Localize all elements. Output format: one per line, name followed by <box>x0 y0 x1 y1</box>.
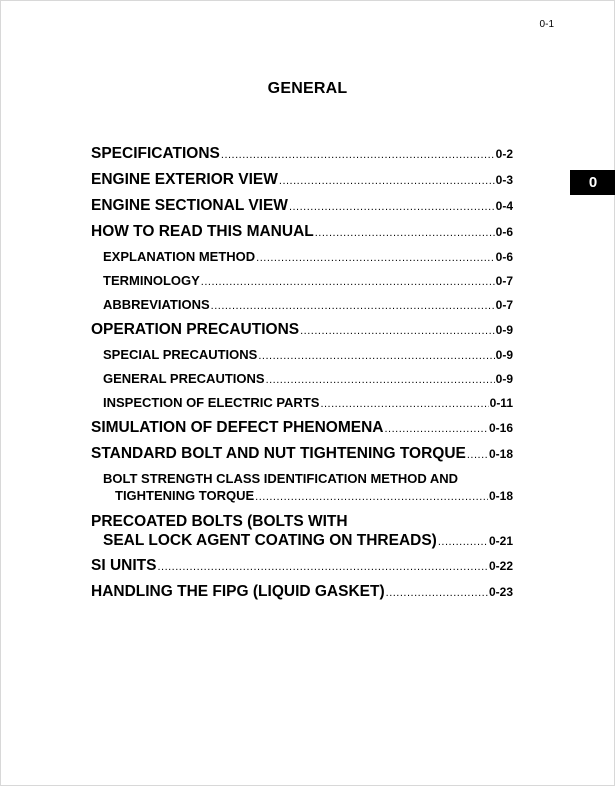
toc-entry-title: SEAL LOCK AGENT COATING ON THREADS) <box>103 532 437 549</box>
dot-leader <box>255 491 488 503</box>
page-title: GENERAL <box>267 80 348 97</box>
toc-entry-title: GENERAL PRECAUTIONS <box>103 371 265 386</box>
toc-entry-title: ABBREVIATIONS <box>103 297 210 312</box>
toc-entry-title: SI UNITS <box>91 557 157 574</box>
toc-entry-inspection-electric-parts[interactable] <box>91 395 513 410</box>
toc-entry-page: 0-6 <box>495 250 513 264</box>
toc-entry-page: 0-22 <box>488 559 513 573</box>
toc-entry-bolt-strength[interactable] <box>91 488 513 503</box>
toc-entry-terminology[interactable] <box>91 273 513 288</box>
toc-entry-operation-precautions[interactable] <box>91 321 513 339</box>
dot-leader <box>315 227 495 239</box>
dot-leader <box>320 398 488 410</box>
toc-entry-page: 0-18 <box>488 489 513 503</box>
toc-entry-page: 0-2 <box>495 147 513 161</box>
dot-leader <box>256 252 495 264</box>
toc-entry-page: 0-6 <box>495 225 513 239</box>
toc-entry-title: SPECIFICATIONS <box>91 145 220 162</box>
toc-entry-title: SPECIAL PRECAUTIONS <box>103 347 258 362</box>
dot-leader <box>385 423 488 435</box>
toc-entry-abbreviations[interactable] <box>91 297 513 312</box>
toc-entry-title: TERMINOLOGY <box>103 273 200 288</box>
toc-entry-title: STANDARD BOLT AND NUT TIGHTENING TORQUE <box>91 445 466 462</box>
toc-entry-precoated-bolts[interactable] <box>91 532 513 550</box>
dot-leader <box>266 374 495 386</box>
toc-entry-title: HOW TO READ THIS MANUAL <box>91 223 314 240</box>
toc-entry-title: SIMULATION OF DEFECT PHENOMENA <box>91 419 384 436</box>
dot-leader <box>157 561 488 573</box>
toc-entry-title: HANDLING THE FIPG (LIQUID GASKET) <box>91 583 385 600</box>
section-tab-marker: 0 <box>570 170 615 195</box>
dot-leader <box>289 201 495 213</box>
page-number: 0-1 <box>539 19 554 30</box>
toc-entry-page: 0-18 <box>488 447 513 461</box>
toc-entry-page: 0-7 <box>495 298 513 312</box>
toc-entry-handling-fipg[interactable] <box>91 583 513 601</box>
dot-leader <box>279 175 495 187</box>
toc-entry-page: 0-21 <box>488 534 513 548</box>
toc-entry-explanation-method[interactable] <box>91 249 513 264</box>
toc-entry-standard-bolt-torque[interactable] <box>91 445 513 463</box>
dot-leader <box>438 536 488 548</box>
dot-leader <box>221 149 495 161</box>
dot-leader <box>467 449 488 461</box>
toc-entry-engine-exterior-view[interactable] <box>91 171 513 189</box>
toc-entry-bolt-strength-line1[interactable]: BOLT STRENGTH CLASS IDENTIFICATION METHOD AND <box>103 471 459 486</box>
toc-entry-si-units[interactable] <box>91 557 513 575</box>
dot-leader <box>300 325 495 337</box>
toc-entry-page: 0-23 <box>488 585 513 599</box>
toc-entry-title: ENGINE SECTIONAL VIEW <box>91 197 288 214</box>
toc-entry-special-precautions[interactable] <box>91 347 513 362</box>
toc-entry-general-precautions[interactable] <box>91 371 513 386</box>
toc-entry-page: 0-7 <box>495 274 513 288</box>
toc-entry-page: 0-3 <box>495 173 513 187</box>
toc-entry-engine-sectional-view[interactable] <box>91 197 513 215</box>
toc-entry-specifications[interactable] <box>91 145 513 163</box>
toc-entry-page: 0-16 <box>488 421 513 435</box>
toc-entry-page: 0-11 <box>489 396 513 410</box>
dot-leader <box>386 587 488 599</box>
toc-entry-precoated-bolts-line1[interactable]: PRECOATED BOLTS (BOLTS WITH <box>91 513 348 530</box>
toc-entry-page: 0-9 <box>495 323 513 337</box>
toc-entry-page: 0-9 <box>495 372 513 386</box>
toc-entry-page: 0-4 <box>495 199 513 213</box>
toc-entry-page: 0-9 <box>495 348 513 362</box>
toc-entry-title: OPERATION PRECAUTIONS <box>91 321 300 338</box>
toc-entry-title: TIGHTENING TORQUE <box>115 488 255 503</box>
toc-entry-title: EXPLANATION METHOD <box>103 249 256 264</box>
dot-leader <box>211 300 495 312</box>
dot-leader <box>258 350 494 362</box>
dot-leader <box>201 276 495 288</box>
toc-entry-title: ENGINE EXTERIOR VIEW <box>91 171 278 188</box>
toc-entry-simulation-defect[interactable] <box>91 419 513 437</box>
toc-entry-how-to-read[interactable] <box>91 223 513 241</box>
toc-entry-title: INSPECTION OF ELECTRIC PARTS <box>103 395 320 410</box>
